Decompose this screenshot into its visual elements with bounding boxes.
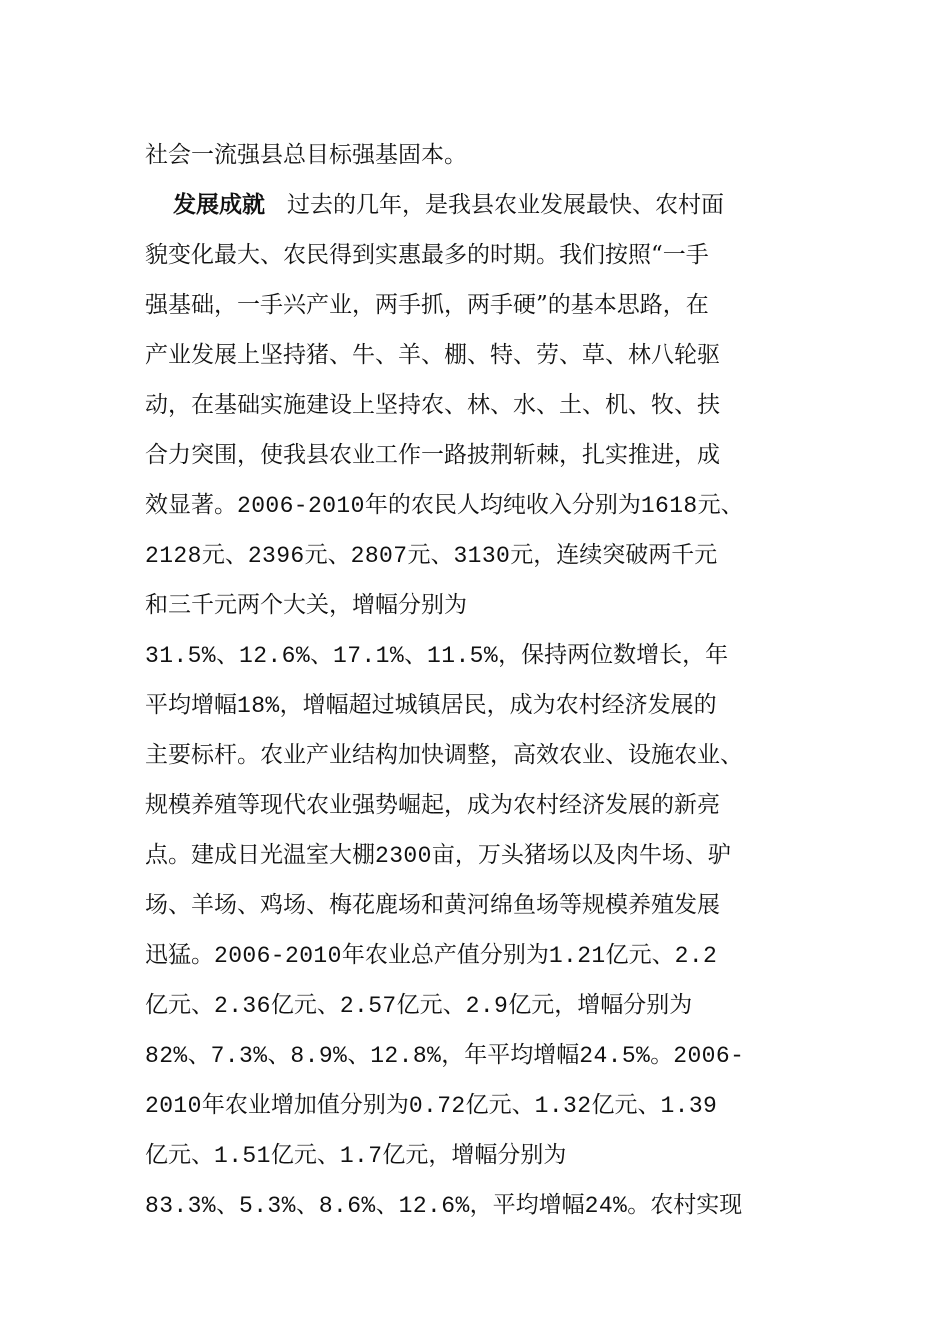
text-line: 规模养殖等现代农业强势崛起，成为农村经济发展的新亮 xyxy=(145,792,720,818)
text-line: 效显著。2006-2010年的农民人均纯收入分别为1618元、 xyxy=(145,492,744,519)
text-line: 亿元、1.51亿元、1.7亿元，增幅分别为 xyxy=(145,1142,567,1169)
text-line: 动，在基础实施建设上坚持农、林、水、土、机、牧、扶 xyxy=(145,392,720,418)
text-line: 平均增幅18%，增幅超过城镇居民，成为农村经济发展的 xyxy=(145,692,717,719)
text-line: 强基础，一手兴产业，两手抓，两手硬”的基本思路，在 xyxy=(145,292,709,318)
text-line: 合力突围，使我县农业工作一路披荆斩棘，扎实推进，成 xyxy=(145,442,720,468)
text-line: 31.5%、12.6%、17.1%、11.5%，保持两位数增长，年 xyxy=(145,642,729,669)
text-line: 主要标杆。农业产业结构加快调整，高效农业、设施农业、 xyxy=(145,742,743,768)
text-line xyxy=(145,180,815,230)
text-line: 82%、7.3%、8.9%、12.8%，年平均增幅24.5%。2006- xyxy=(145,1042,745,1069)
text-line: 迅猛。2006-2010年农业总产值分别为1.21亿元、2.2 xyxy=(145,942,718,969)
text-line: 貌变化最大、农民得到实惠最多的时期。我们按照“一手 xyxy=(145,242,709,268)
text-line-content: 过去的几年，是我县农业发展最快、农村面 xyxy=(287,192,724,218)
text-line: 83.3%、5.3%、8.6%、12.6%，平均增幅24%。农村实现 xyxy=(145,1192,743,1219)
text-line: 2128元、2396元、2807元、3130元，连续突破两千元 xyxy=(145,542,718,569)
text-line: 场、羊场、鸡场、梅花鹿场和黄河绵鱼场等规模养殖发展 xyxy=(145,892,720,918)
text-line: 2010年农业增加值分别为0.72亿元、1.32亿元、1.39 xyxy=(145,1092,718,1119)
section-heading: 发展成就 xyxy=(173,191,265,218)
text-line: 点。建成日光温室大棚2300亩，万头猪场以及肉牛场、驴 xyxy=(145,842,731,869)
text-line: 社会一流强县总目标强基固本。 xyxy=(145,142,467,168)
text-line: 亿元、2.36亿元、2.57亿元、2.9亿元，增幅分别为 xyxy=(145,992,693,1019)
body-text xyxy=(145,130,815,1230)
text-line: 和三千元两个大关，增幅分别为 xyxy=(145,592,467,618)
text-line: 产业发展上坚持猪、牛、羊、棚、特、劳、草、林八轮驱 xyxy=(145,342,720,368)
